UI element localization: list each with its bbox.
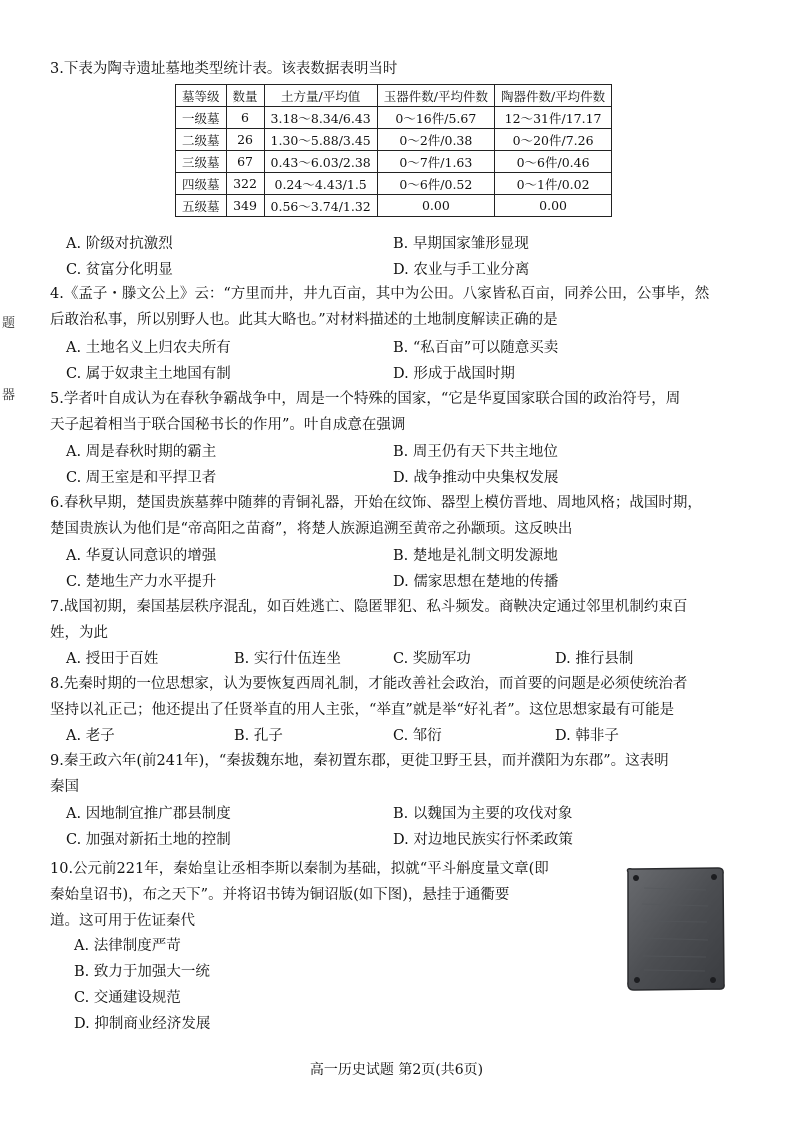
table-cell: 0.43～6.03/2.38	[264, 151, 377, 173]
table-cell: 0～6件/0.52	[377, 173, 494, 195]
question-7-stem	[50, 594, 750, 646]
q7-option-d: D. 推行县制	[555, 651, 634, 667]
table-row	[176, 173, 612, 195]
q6-option-a: A. 华夏认同意识的增强	[66, 548, 217, 564]
table-cell: 67	[226, 151, 264, 173]
table-header-cell: 玉器件数/平均件数	[377, 85, 494, 107]
table-cell: 二级墓	[176, 129, 227, 151]
table-header-row	[176, 85, 612, 107]
q4-option-b: B. “私百亩”可以随意买卖	[393, 340, 559, 356]
question-3-stem: 3.下表为陶寺遗址墓地类型统计表。该表数据表明当时	[50, 61, 398, 77]
stem-line: 4.《孟子・滕文公上》云：“方里而井，井九百亩，其中为公田。八家皆私百亩，同养公田，公事毕，然	[50, 286, 710, 302]
stem-line: 姓，为此	[50, 625, 108, 641]
q3-option-a: A. 阶级对抗激烈	[66, 236, 173, 252]
q5-option-a: A. 周是春秋时期的霸主	[66, 444, 217, 460]
q3-option-c: C. 贫富分化明显	[66, 262, 173, 278]
binding-margin-char-2: 器	[2, 388, 16, 403]
q9-option-c: C. 加强对新拓土地的控制	[66, 832, 231, 848]
table-cell: 五级墓	[176, 195, 227, 217]
table-cell: 12～31件/17.17	[494, 107, 611, 129]
table-cell: 0.00	[377, 195, 494, 217]
q9-option-d: D. 对边地民族实行怀柔政策	[393, 832, 573, 848]
table-cell: 一级墓	[176, 107, 227, 129]
question-6-stem	[50, 490, 750, 542]
stem-line: 9.秦王政六年(前241年)，“秦拔魏东地，秦初置东郡，更徙卫野王县，而并濮阳为东郡”。这表明	[50, 753, 669, 769]
q8-option-d: D. 韩非子	[555, 728, 619, 744]
q4-option-d: D. 形成于战国时期	[393, 366, 515, 382]
stem-line: 6.春秋早期，楚国贵族墓葬中随葬的青铜礼器，开始在纹饰、器型上模仿晋地、周地风格；战国时期，	[50, 495, 702, 511]
q8-option-a: A. 老子	[66, 728, 115, 744]
question-10-stem	[50, 856, 610, 934]
stem-line: 天子起着相当于联合国秘书长的作用”。叶自成意在强调	[50, 417, 406, 433]
stem-line: 秦国	[50, 779, 79, 795]
q7-option-a: A. 授田于百姓	[66, 651, 159, 667]
q7-option-b: B. 实行什伍连坐	[234, 651, 341, 667]
tomb-statistics-table	[175, 84, 612, 217]
table-row	[176, 195, 612, 217]
q10-option-a: A. 法律制度严苛	[74, 938, 181, 954]
stem-line: 8.先秦时期的一位思想家，认为要恢复西周礼制，才能改善社会政治，而首要的问题是必须使统治者	[50, 676, 688, 692]
table-header-cell: 墓等级	[176, 85, 227, 107]
table-cell: 0～6件/0.46	[494, 151, 611, 173]
q10-option-c: C. 交通建设规范	[74, 990, 181, 1006]
table-cell: 0.00	[494, 195, 611, 217]
q4-option-a: A. 土地名义上归农夫所有	[66, 340, 231, 356]
q6-option-d: D. 儒家思想在楚地的传播	[393, 574, 559, 590]
q3-option-b: B. 早期国家雏形显现	[393, 236, 529, 252]
table-row	[176, 107, 612, 129]
table-cell: 0.24～4.43/1.5	[264, 173, 377, 195]
table-cell: 0～2件/0.38	[377, 129, 494, 151]
q6-option-c: C. 楚地生产力水平提升	[66, 574, 217, 590]
stem-line: 秦始皇诏书)，布之天下”。并将诏书铸为铜诏版(如下图)，悬挂于通衢要	[50, 887, 510, 903]
q3-option-d: D. 农业与手工业分离	[393, 262, 530, 278]
stem-line: 坚持以礼正己；他还提出了任贤举直的用人主张，“举直”就是举“好礼者”。这位思想家最有可能是	[50, 702, 675, 718]
q4-option-c: C. 属于奴隶主土地国有制	[66, 366, 231, 382]
question-4-stem	[50, 281, 750, 333]
question-5-stem	[50, 386, 750, 438]
question-8-stem	[50, 671, 750, 723]
stem-line: 道。这可用于佐证秦代	[50, 913, 195, 929]
q7-option-c: C. 奖励军功	[393, 651, 471, 667]
q9-option-a: A. 因地制宜推广郡县制度	[66, 806, 231, 822]
page-footer: 高一历史试题 第2页(共6页)	[309, 1062, 484, 1078]
table-cell: 0～1件/0.02	[494, 173, 611, 195]
table-cell: 0～20件/7.26	[494, 129, 611, 151]
q5-option-b: B. 周王仍有天下共主地位	[393, 444, 558, 460]
table-cell: 26	[226, 129, 264, 151]
stem-line: 5.学者叶自成认为在春秋争霸战争中，周是一个特殊的国家，“它是华夏国家联合国的政治符号，周	[50, 391, 681, 407]
table-row	[176, 151, 612, 173]
table-cell: 349	[226, 195, 264, 217]
table-cell: 3.18～8.34/6.43	[264, 107, 377, 129]
q8-option-b: B. 孔子	[234, 728, 283, 744]
table-header-cell: 数量	[226, 85, 264, 107]
table-cell: 6	[226, 107, 264, 129]
stem-line: 10.公元前221年，秦始皇让丞相李斯以秦制为基础，拟就“平斗斛度量文章(即	[50, 861, 549, 877]
q5-option-c: C. 周王室是和平捍卫者	[66, 470, 217, 486]
binding-margin-char-1: 题	[2, 316, 16, 331]
q10-option-b: B. 致力于加强大一统	[74, 964, 210, 980]
table-cell: 0～16件/5.67	[377, 107, 494, 129]
table-cell: 322	[226, 173, 264, 195]
table-cell: 四级墓	[176, 173, 227, 195]
table-header-cell: 土方量/平均值	[264, 85, 377, 107]
table-header-cell: 陶器件数/平均件数	[494, 85, 611, 107]
stem-line: 楚国贵族认为他们是“帝高阳之苗裔”，将楚人族源追溯至黄帝之孙颛顼。这反映出	[50, 521, 573, 537]
bronze-edict-plate-image	[622, 864, 728, 994]
q5-option-d: D. 战争推动中央集权发展	[393, 470, 559, 486]
q8-option-c: C. 邹衍	[393, 728, 442, 744]
stem-line: 7.战国初期，秦国基层秩序混乱，如百姓逃亡、隐匿罪犯、私斗频发。商鞅决定通过邻里机制约束百	[50, 599, 688, 615]
table-row	[176, 129, 612, 151]
question-9-stem	[50, 748, 750, 800]
table-cell: 0～7件/1.63	[377, 151, 494, 173]
q6-option-b: B. 楚地是礼制文明发源地	[393, 548, 558, 564]
q9-option-b: B. 以魏国为主要的攻伐对象	[393, 806, 573, 822]
table-cell: 0.56～3.74/1.32	[264, 195, 377, 217]
stem-line: 后敢治私事，所以别野人也。此其大略也。”对材料描述的土地制度解读正确的是	[50, 312, 558, 328]
table-cell: 1.30～5.88/3.45	[264, 129, 377, 151]
q10-option-d: D. 抑制商业经济发展	[74, 1016, 211, 1032]
table-cell: 三级墓	[176, 151, 227, 173]
